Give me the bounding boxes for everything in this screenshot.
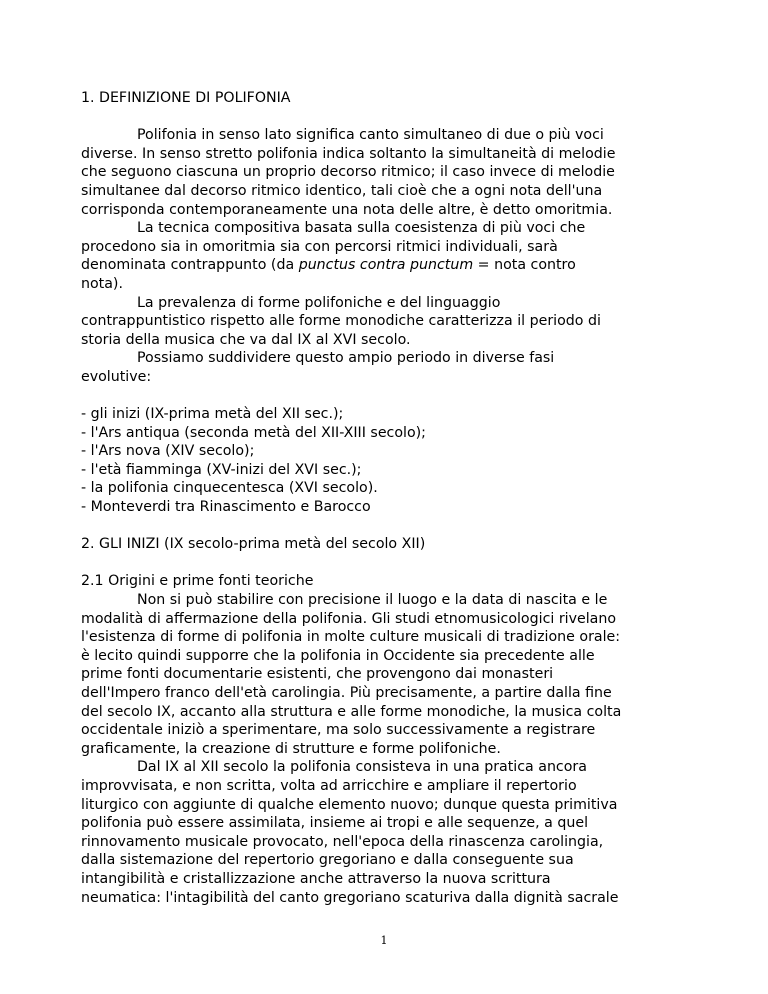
spacer bbox=[81, 387, 691, 406]
paragraph-line: del secolo IX, accanto alla struttura e alle forme monodiche, la musica colta bbox=[81, 703, 622, 720]
paragraph-line: storia della musica che va dal IX al XVI secolo. bbox=[81, 331, 411, 348]
paragraph-line: corrisponda contemporaneamente una nota delle altre, è detto omoritmia. bbox=[81, 201, 613, 218]
paragraph-line: simultanee dal decorso ritmico identico, tali cioè che a ogni nota dell'una bbox=[81, 182, 603, 199]
paragraph-line: modalità di affermazione della polifonia. Gli studi etnomusicologici rivelano bbox=[81, 610, 617, 627]
paragraph-line-contrappunto bbox=[81, 256, 691, 275]
paragraph-line: Polifonia in senso lato significa canto simultaneo di due o più voci bbox=[137, 127, 604, 144]
section-heading-definizione: 1. DEFINIZIONE DI POLIFONIA bbox=[81, 90, 291, 106]
paragraph-line: Non si può stabilire con precisione il luogo e la data di nascita e le bbox=[137, 592, 608, 609]
section-heading-gli-inizi: 2. GLI INIZI (IX secolo-prima metà del secolo XII) bbox=[81, 536, 426, 553]
paragraph-line: dell'Impero franco dell'età carolingia. Più precisamente, a partire dalla fine bbox=[81, 685, 612, 701]
paragraph-line: prime fonti documentarie esistenti, che provengono dai monasteri bbox=[81, 666, 554, 683]
paragraph-line: neumatica: l'intagibilità del canto gregoriano scaturiva dalla dignità sacrale bbox=[81, 889, 619, 906]
text-run: denominata contrappunto (da bbox=[81, 257, 299, 274]
phase-list-item: - Monteverdi tra Rinascimento e Barocco bbox=[81, 499, 371, 516]
paragraph-line: rinnovamento musicale provocato, nell'epoca della rinascenza carolingia, bbox=[81, 833, 604, 850]
paragraph-line: diverse. In senso stretto polifonia indica soltanto la simultaneità di melodie bbox=[81, 145, 616, 162]
paragraph-line: l'esistenza di forme di polifonia in molte culture musicali di tradizione orale: bbox=[81, 629, 621, 646]
latin-italic-phrase: punctus contra punctum bbox=[298, 257, 474, 274]
paragraph-line: procedono sia in omoritmia sia con percorsi ritmici individuali, sarà bbox=[81, 238, 558, 255]
paragraph-line: La prevalenza di forme polifoniche e del linguaggio bbox=[137, 294, 501, 311]
phase-list-item: - gli inizi (IX-prima metà del XII sec.); bbox=[81, 406, 344, 423]
paragraph-line: La tecnica compositiva basata sulla coesistenza di più voci che bbox=[137, 220, 586, 237]
text-run: = nota contro bbox=[473, 257, 576, 274]
paragraph-line: improvvisata, e non scritta, volta ad arricchire e ampliare il repertorio bbox=[81, 777, 577, 794]
phase-list-item: - l'Ars antiqua (seconda metà del XII-XIII secolo); bbox=[81, 424, 426, 441]
paragraph-line: intangibilità e cristallizzazione anche attraverso la nuova scrittura bbox=[81, 870, 551, 887]
spacer bbox=[81, 108, 691, 127]
paragraph-line: graficamente, la creazione di strutture e forme polifoniche. bbox=[81, 740, 501, 757]
phase-list-item: - l'Ars nova (XIV secolo); bbox=[81, 443, 255, 460]
spacer bbox=[81, 517, 691, 536]
paragraph-line: occidentale iniziò a sperimentare, ma solo successivamente a registrare bbox=[81, 722, 596, 739]
paragraph-line: dalla sistemazione del repertorio gregoriano e dalla conseguente sua bbox=[81, 852, 574, 869]
page-number: 1 bbox=[380, 934, 388, 947]
paragraph-line: contrappuntistico rispetto alle forme monodiche caratterizza il periodo di bbox=[81, 313, 601, 330]
paragraph-line: polifonia può essere assimilata, insieme ai tropi e alle sequenze, a quel bbox=[81, 815, 589, 832]
spacer bbox=[81, 554, 691, 573]
paragraph-line: liturgico con aggiunte di qualche elemento nuovo; dunque questa primitiva bbox=[81, 796, 618, 813]
paragraph-line: evolutive: bbox=[81, 368, 152, 385]
subsection-heading-origini: 2.1 Origini e prime fonti teoriche bbox=[81, 573, 314, 590]
paragraph-line: che seguono ciascuna un proprio decorso ritmico; il caso invece di melodie bbox=[81, 164, 615, 181]
paragraph-line: Dal IX al XII secolo la polifonia consisteva in una pratica ancora bbox=[137, 759, 587, 776]
paragraph-line: nota). bbox=[81, 275, 123, 292]
phase-list-item: - l'età fiamminga (XV-inizi del XVI sec.); bbox=[81, 461, 362, 478]
paragraph-line: Possiamo suddividere questo ampio periodo in diverse fasi bbox=[137, 350, 555, 367]
paragraph-line: è lecito quindi supporre che la polifonia in Occidente sia precedente alle bbox=[81, 647, 595, 664]
document-page bbox=[81, 89, 691, 907]
phase-list-item: - la polifonia cinquecentesca (XVI secolo). bbox=[81, 480, 378, 497]
